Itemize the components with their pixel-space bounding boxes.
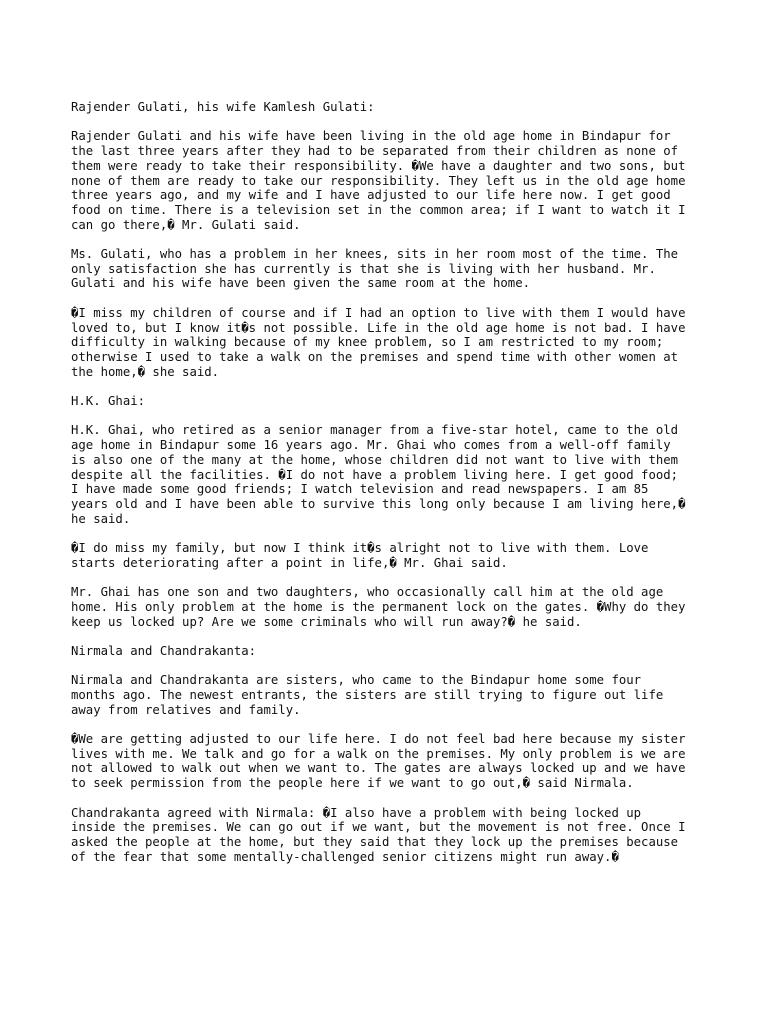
paragraph: �I miss my children of course and if I had an option to live with them I would have loved to, but I know it�s not possible. Life in the old age home is not bad. I have difficulty in walking because of my knee problem, so I am restricted to my room; otherwise I used to take a walk on the premises and spend time with other women at the home,� she said. (71, 305, 686, 379)
paragraph: Mr. Ghai has one son and two daughters, who occasionally call him at the old age home. His only problem at the home is the permanent lock on the gates. �Why do they keep us locked up? Are we some criminals who will run away?� he said. (71, 585, 686, 629)
paragraph: �I do miss my family, but now I think it�s alright not to live with them. Love starts deteriorating after a point in life,� Mr. Ghai said. (71, 541, 649, 570)
paragraph: H.K. Ghai, who retired as a senior manager from a five-star hotel, came to the old age home in Bindapur some 16 years ago. Mr. Ghai who comes from a well-off family is also one of the many at the home, whose children did not want to live with them despite all the facilities. �I do not have a problem living here. I get good food; I have made some good friends; I watch television and read newspapers. I am 85 years old and I have been able to survive this long only because I am living here,� he said. (71, 423, 686, 526)
paragraph: Rajender Gulati and his wife have been living in the old age home in Bindapur for the last three years after they had to be separated from their children as none of them were ready to take their responsibility. �We have a daughter and two sons, but none of them are ready to take our responsibility. They left us in the old age home three years ago, and my wife and I have adjusted to our life here now. I get good food on time. There is a television set in the common area; if I want to watch it I can go there,� Mr. Gulati said. (71, 129, 686, 232)
heading-gulati: Rajender Gulati, his wife Kamlesh Gulati: (71, 100, 375, 114)
paragraph: Chandrakanta agreed with Nirmala: �I also have a problem with being locked up inside the premises. We can go out if we want, but the movement is not free. Once I asked the people at the home, but they said that they lock up the premises because of the fear that some mentally-challenged senior citizens might run away.� (71, 805, 686, 864)
paragraph: �We are getting adjusted to our life here. I do not feel bad here because my sister lives with me. We talk and go for a walk on the premises. My only problem is we are not allowed to walk out when we want to. The gates are always locked up and we have to seek permission from the people here if we want to go out,� said Nirmala. (71, 732, 686, 791)
paragraph: Ms. Gulati, who has a problem in her knees, sits in her room most of the time. The only satisfaction she has currently is that she is living with her husband. Mr. Gulati and his wife have been given the same room at the home. (71, 247, 679, 291)
heading-ghai: H.K. Ghai: (71, 394, 146, 408)
heading-nirmala-chandrakanta: Nirmala and Chandrakanta: (71, 643, 257, 658)
paragraph: Nirmala and Chandrakanta are sisters, who came to the Bindapur home some four months ago. The newest entrants, the sisters are still trying to figure out life away from relatives and family. (71, 673, 664, 717)
document-body (71, 100, 711, 879)
